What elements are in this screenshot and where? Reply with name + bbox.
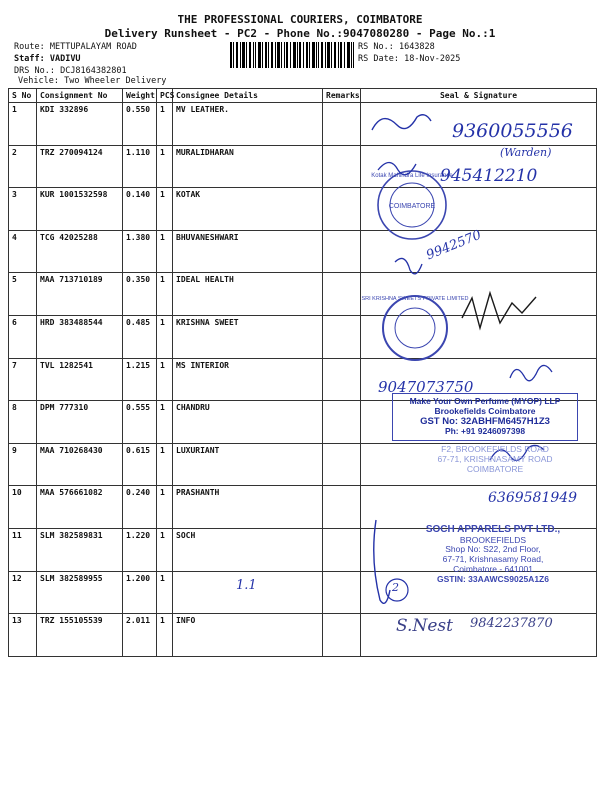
address-stamp-line1: F2, BROOKEFIELDS ROAD bbox=[441, 444, 549, 454]
cell-consignee: CHANDRU bbox=[173, 401, 323, 444]
cell-consignee: LUXURIANT bbox=[173, 443, 323, 486]
header-weight: Weight bbox=[123, 89, 157, 103]
cell-consignee: PRASHANTH bbox=[173, 486, 323, 529]
header-consignee: Consignee Details bbox=[173, 89, 323, 103]
cell-pcs: 1 bbox=[157, 401, 173, 444]
cell-sno: 5 bbox=[9, 273, 37, 316]
cell-remarks bbox=[323, 571, 361, 614]
cell-sno: 7 bbox=[9, 358, 37, 401]
cell-consignment: HRD 383488544 bbox=[37, 315, 123, 358]
cell-pcs: 1 bbox=[157, 528, 173, 571]
address-stamp-line2: 67-71, KRISHNASAMY ROAD bbox=[437, 453, 553, 464]
cell-remarks bbox=[323, 145, 361, 188]
cell-consignment: MAA 576661082 bbox=[37, 486, 123, 529]
cell-remarks bbox=[323, 273, 361, 316]
soch-stamp-city: Coimbatore - 641001 bbox=[453, 563, 533, 574]
table-header-row bbox=[9, 89, 597, 103]
address-stamp-line3: COIMBATORE bbox=[466, 463, 524, 474]
cell-consignee: KOTAK bbox=[173, 188, 323, 231]
cell-weight: 0.615 bbox=[123, 443, 157, 486]
cell-weight: 0.240 bbox=[123, 486, 157, 529]
cell-sno: 13 bbox=[9, 614, 37, 657]
drs-info bbox=[14, 66, 127, 76]
cell-consignee: IDEAL HEALTH bbox=[173, 273, 323, 316]
table-row bbox=[9, 315, 597, 358]
row12-mark: 1.1 bbox=[236, 578, 257, 593]
drs-value: DCJ8164382801 bbox=[60, 66, 127, 76]
cell-weight: 1.200 bbox=[123, 571, 157, 614]
header-pcs: PCS bbox=[157, 89, 173, 103]
cell-pcs: 1 bbox=[157, 230, 173, 273]
staff-label: Staff: bbox=[14, 54, 45, 64]
cell-remarks bbox=[323, 401, 361, 444]
barcode bbox=[230, 42, 354, 68]
cell-weight: 2.011 bbox=[123, 614, 157, 657]
rs-no-info bbox=[358, 42, 435, 52]
cell-sno: 8 bbox=[9, 401, 37, 444]
soch-stamp-name: SOCH APPARELS PVT LTD., bbox=[425, 524, 561, 535]
row1-note: (Warden) bbox=[500, 146, 552, 159]
cell-consignee: INFO bbox=[173, 614, 323, 657]
cell-sno: 11 bbox=[9, 528, 37, 571]
cell-pcs: 1 bbox=[157, 571, 173, 614]
header-seal: Seal & Signature bbox=[361, 89, 597, 103]
cell-pcs: 1 bbox=[157, 103, 173, 146]
rs-date-info bbox=[358, 54, 460, 64]
header-consignment: Consignment No bbox=[37, 89, 123, 103]
staff-value: VADIVU bbox=[49, 54, 81, 64]
myop-stamp bbox=[392, 393, 578, 441]
cell-weight: 0.550 bbox=[123, 103, 157, 146]
cell-consignment: KUR 1001532598 bbox=[37, 188, 123, 231]
company-title: THE PROFESSIONAL COURIERS, COIMBATORE bbox=[177, 13, 423, 26]
cell-seal bbox=[361, 273, 597, 316]
table-row bbox=[9, 230, 597, 273]
cell-sno: 2 bbox=[9, 145, 37, 188]
cell-weight: 1.110 bbox=[123, 145, 157, 188]
cell-remarks bbox=[323, 230, 361, 273]
row1-phone: 9360055556 bbox=[452, 120, 573, 142]
cell-pcs: 1 bbox=[157, 443, 173, 486]
soch-stamp bbox=[400, 524, 586, 584]
cell-consignment: SLM 382589955 bbox=[37, 571, 123, 614]
staff-info bbox=[14, 54, 81, 64]
vehicle-label: Vehicle: bbox=[18, 76, 59, 86]
drs-label: DRS No.: bbox=[14, 66, 55, 76]
cell-consignment: DPM 777310 bbox=[37, 401, 123, 444]
cell-weight: 1.220 bbox=[123, 528, 157, 571]
cell-consignee: KRISHNA SWEET bbox=[173, 315, 323, 358]
myop-stamp-location: Brookefields Coimbatore bbox=[434, 405, 536, 416]
cell-sno: 9 bbox=[9, 443, 37, 486]
vehicle-value: Two Wheeler Delivery bbox=[64, 76, 167, 86]
cell-weight: 1.380 bbox=[123, 230, 157, 273]
cell-sno: 10 bbox=[9, 486, 37, 529]
kotak-stamp-text: Kotak Mahindra Life Insurance bbox=[371, 173, 453, 179]
cell-consignment: TVL 1282541 bbox=[37, 358, 123, 401]
cell-pcs: 1 bbox=[157, 145, 173, 188]
row13-signature: S.Nest bbox=[396, 616, 453, 636]
cell-remarks bbox=[323, 443, 361, 486]
krishna-stamp-text: SRI KRISHNA SWEETS PRIVATE LIMITED bbox=[361, 296, 469, 302]
cell-remarks bbox=[323, 315, 361, 358]
rs-date-value: 18-Nov-2025 bbox=[404, 54, 461, 64]
myop-stamp-gst: GST No: 32ABHFM6457H1Z3 bbox=[420, 415, 550, 427]
cell-sno: 1 bbox=[9, 103, 37, 146]
cell-consignee: MS INTERIOR bbox=[173, 358, 323, 401]
cell-pcs: 1 bbox=[157, 273, 173, 316]
cell-consignee: MV LEATHER. bbox=[173, 103, 323, 146]
cell-weight: 1.215 bbox=[123, 358, 157, 401]
kotak-stamp-city: COIMBATORE bbox=[388, 203, 436, 210]
header-sno: S No bbox=[9, 89, 37, 103]
cell-pcs: 1 bbox=[157, 486, 173, 529]
table-row bbox=[9, 188, 597, 231]
cell-remarks bbox=[323, 103, 361, 146]
cell-sno: 12 bbox=[9, 571, 37, 614]
cell-remarks bbox=[323, 528, 361, 571]
cell-consignment: TRZ 270094124 bbox=[37, 145, 123, 188]
cell-pcs: 1 bbox=[157, 614, 173, 657]
rs-no-value: 1643828 bbox=[398, 42, 435, 52]
header-remarks: Remarks bbox=[323, 89, 361, 103]
cell-consignee: MURALIDHARAN bbox=[173, 145, 323, 188]
cell-seal bbox=[361, 188, 597, 231]
cell-pcs: 1 bbox=[157, 188, 173, 231]
cell-consignment: KDI 332896 bbox=[37, 103, 123, 146]
route-label: Route: bbox=[14, 42, 45, 52]
route-value: METTUPALAYAM ROAD bbox=[49, 42, 137, 52]
address-stamp bbox=[420, 445, 570, 474]
cell-consignment: MAA 713710189 bbox=[37, 273, 123, 316]
row2-phone: 945412210 bbox=[440, 166, 538, 186]
rs-date-label: RS Date: bbox=[358, 54, 399, 64]
myop-stamp-name: Make Your Own Perfume (MYOP) LLP bbox=[409, 396, 561, 406]
soch-stamp-shop: Shop No: S22, 2nd Floor, bbox=[445, 544, 541, 555]
soch-stamp-road: 67-71, Krishnasamy Road, bbox=[442, 554, 544, 565]
route-info bbox=[14, 42, 137, 52]
cell-weight: 0.140 bbox=[123, 188, 157, 231]
cell-remarks bbox=[323, 486, 361, 529]
cell-consignee: BHUVANESHWARI bbox=[173, 230, 323, 273]
row10-phone: 6369581949 bbox=[488, 490, 578, 506]
row13-phone: 9842237870 bbox=[470, 616, 553, 631]
cell-remarks bbox=[323, 358, 361, 401]
cell-remarks bbox=[323, 188, 361, 231]
cell-weight: 0.555 bbox=[123, 401, 157, 444]
myop-stamp-phone: Ph: +91 9246097398 bbox=[444, 426, 526, 437]
cell-remarks bbox=[323, 614, 361, 657]
cell-sno: 3 bbox=[9, 188, 37, 231]
cell-consignment: SLM 382589831 bbox=[37, 528, 123, 571]
row8-phone: 9047073750 bbox=[378, 378, 474, 396]
cell-consignment: TRZ 155105539 bbox=[37, 614, 123, 657]
soch-stamp-gstin: GSTIN: 33AAWCS9025A1Z6 bbox=[437, 573, 549, 584]
row12-circle-text: 2 bbox=[392, 581, 399, 594]
vehicle-info bbox=[18, 76, 166, 86]
cell-sno: 6 bbox=[9, 315, 37, 358]
cell-weight: 0.350 bbox=[123, 273, 157, 316]
cell-weight: 0.485 bbox=[123, 315, 157, 358]
rs-no-label: RS No.: bbox=[358, 42, 394, 52]
soch-stamp-area: BROOKEFIELDS bbox=[459, 534, 527, 545]
cell-seal bbox=[361, 315, 597, 358]
cell-sno: 4 bbox=[9, 230, 37, 273]
cell-pcs: 1 bbox=[157, 358, 173, 401]
cell-pcs: 1 bbox=[157, 315, 173, 358]
cell-consignment: MAA 710268430 bbox=[37, 443, 123, 486]
runsheet-subtitle: Delivery Runsheet - PC2 - Phone No.:9047080280 - Page No.:1 bbox=[104, 27, 496, 40]
cell-consignee: SOCH bbox=[173, 528, 323, 571]
row4-phone: 9942570 bbox=[424, 227, 484, 264]
table-row bbox=[9, 273, 597, 316]
cell-consignment: TCG 42025288 bbox=[37, 230, 123, 273]
